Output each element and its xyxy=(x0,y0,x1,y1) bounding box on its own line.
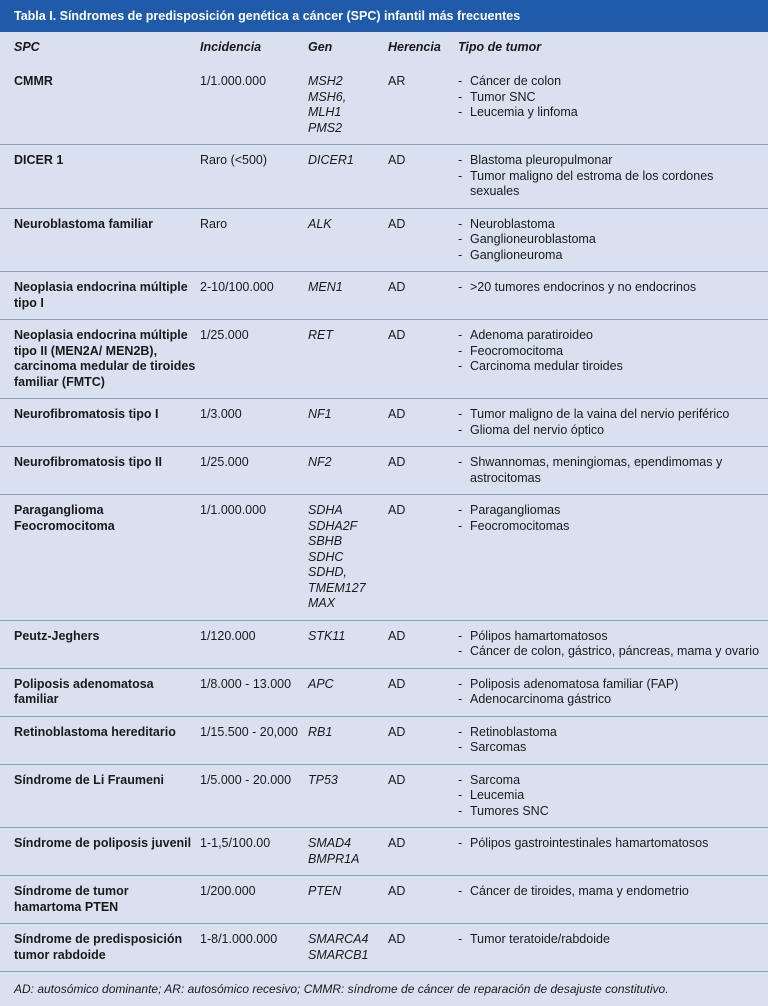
tumor-text: Pólipos hamartomatosos xyxy=(470,628,608,643)
gene-name: SMAD4 xyxy=(308,836,352,850)
tumor-item xyxy=(458,407,764,423)
cell-spc: Neurofibromatosis tipo II xyxy=(0,447,200,495)
cell-herencia: AD xyxy=(388,495,458,621)
table-row xyxy=(0,828,768,876)
tumor-item xyxy=(458,232,764,248)
table-row xyxy=(0,876,768,924)
header-incidencia: Incidencia xyxy=(200,40,262,54)
tumor-text: >20 tumores endocrinos y no endocrinos xyxy=(470,280,697,294)
bullet-dash: - xyxy=(458,518,463,533)
cell-gen xyxy=(308,764,388,828)
bullet-dash: - xyxy=(458,168,463,183)
table-row xyxy=(0,716,768,764)
gene-name: SMARCB1 xyxy=(308,947,369,962)
cell-incidencia: 1/8.000 - 13.000 xyxy=(200,668,308,716)
tumor-text: Ganglioneuroblastoma xyxy=(470,232,596,246)
cell-tipo-tumor xyxy=(458,924,768,972)
tumor-text: Cáncer de colon, gástrico, páncreas, mama y ovario xyxy=(470,644,760,658)
tumor-item xyxy=(458,519,764,535)
tumor-item xyxy=(458,344,764,360)
tumor-text: Poliposis adenomatosa familiar (FAP) xyxy=(470,676,679,691)
table-row xyxy=(0,620,768,668)
table-body xyxy=(0,66,768,972)
gene-name: NF1 xyxy=(308,407,332,421)
tumor-item xyxy=(458,217,764,233)
bullet-dash: - xyxy=(458,280,463,294)
table-title: Tabla I. Síndromes de predisposición genética a cáncer (SPC) infantil más frecuentes xyxy=(0,0,768,32)
cell-incidencia: 1/25.000 xyxy=(200,447,308,495)
table-row xyxy=(0,399,768,447)
cell-incidencia: 1/1.000.000 xyxy=(200,495,308,621)
bullet-dash: - xyxy=(458,343,463,358)
bullet-dash: - xyxy=(458,803,463,818)
tumor-text: Sarcoma xyxy=(470,772,521,787)
cell-incidencia: 1/3.000 xyxy=(200,399,308,447)
cell-herencia: AD xyxy=(388,145,458,209)
cell-gen xyxy=(308,924,388,972)
cell-herencia: AD xyxy=(388,320,458,399)
cell-herencia: AD xyxy=(388,876,458,924)
cell-spc: Neurofibromatosis tipo I xyxy=(0,399,200,447)
cell-tipo-tumor xyxy=(458,399,768,447)
cell-spc: DICER 1 xyxy=(0,145,200,209)
tumor-item xyxy=(458,328,764,344)
tumor-text: Carcinoma medular tiroides xyxy=(470,359,623,373)
tumor-item xyxy=(458,280,764,296)
cell-herencia: AD xyxy=(388,924,458,972)
tumor-item xyxy=(458,248,764,264)
table-row xyxy=(0,495,768,621)
bullet-dash: - xyxy=(458,216,463,231)
tumor-text: Cáncer de tiroides, mama y endometrio xyxy=(470,884,689,898)
cell-gen xyxy=(308,828,388,876)
bullet-dash: - xyxy=(458,676,463,691)
tumor-text: Feocromocitoma xyxy=(470,343,564,358)
tumor-text: Leucemia xyxy=(470,788,525,802)
bullet-dash: - xyxy=(458,503,463,517)
tumor-item xyxy=(458,740,764,756)
cell-tipo-tumor xyxy=(458,876,768,924)
cell-gen xyxy=(308,876,388,924)
bullet-dash: - xyxy=(458,932,463,946)
gene-name: NF2 xyxy=(308,455,332,469)
tumor-text: Tumor SNC xyxy=(470,89,536,104)
table-row xyxy=(0,272,768,320)
table-row xyxy=(0,924,768,972)
cell-herencia: AD xyxy=(388,208,458,272)
gene-name: MSH6, xyxy=(308,89,347,104)
bullet-dash: - xyxy=(458,422,463,437)
cell-herencia: AD xyxy=(388,620,458,668)
cell-spc: Paraganglioma Feocromocitoma xyxy=(0,495,200,621)
tumor-text: Adenoma paratiroideo xyxy=(470,328,593,342)
bullet-dash: - xyxy=(458,692,463,706)
cell-incidencia: 1/1.000.000 xyxy=(200,66,308,145)
cell-gen xyxy=(308,145,388,209)
bullet-dash: - xyxy=(458,788,463,802)
cell-gen xyxy=(308,272,388,320)
cell-herencia: AD xyxy=(388,716,458,764)
table-row xyxy=(0,320,768,399)
bullet-dash: - xyxy=(458,153,463,167)
tumor-text: Tumores SNC xyxy=(470,803,549,818)
cell-tipo-tumor xyxy=(458,668,768,716)
cell-spc: Retinoblastoma hereditario xyxy=(0,716,200,764)
cell-tipo-tumor xyxy=(458,320,768,399)
bullet-dash: - xyxy=(458,74,463,88)
cell-spc: Síndrome de predisposición tumor rabdoide xyxy=(0,924,200,972)
gene-name: SDHA2F xyxy=(308,518,358,533)
tumor-item xyxy=(458,153,764,169)
tumor-text: Blastoma pleuropulmonar xyxy=(470,153,613,167)
cell-incidencia: 1/120.000 xyxy=(200,620,308,668)
bullet-dash: - xyxy=(458,105,463,119)
gene-name: RB1 xyxy=(308,724,333,739)
cell-gen xyxy=(308,447,388,495)
header-spc: SPC xyxy=(14,40,40,54)
table-row xyxy=(0,447,768,495)
cell-tipo-tumor xyxy=(458,495,768,621)
gene-name: MEN1 xyxy=(308,280,343,294)
cell-herencia: AD xyxy=(388,828,458,876)
bullet-dash: - xyxy=(458,89,463,104)
cell-tipo-tumor xyxy=(458,828,768,876)
gene-name: TMEM127 xyxy=(308,580,366,595)
tumor-text: Feocromocitomas xyxy=(470,518,570,533)
tumor-item xyxy=(458,629,764,645)
cell-spc: Neuroblastoma familiar xyxy=(0,208,200,272)
tumor-item xyxy=(458,169,764,200)
cell-spc: Neoplasia endocrina múltiple tipo I xyxy=(0,272,200,320)
cell-incidencia: 1/5.000 - 20.000 xyxy=(200,764,308,828)
cell-herencia: AD xyxy=(388,272,458,320)
cell-spc: Síndrome de poliposis juvenil xyxy=(0,828,200,876)
header-herencia: Herencia xyxy=(388,40,441,54)
tumor-item xyxy=(458,725,764,741)
bullet-dash: - xyxy=(458,247,463,262)
tumor-text: Tumor maligno del estroma de los cordones sexuales xyxy=(470,168,714,198)
cell-herencia: AD xyxy=(388,764,458,828)
tumor-text: Adenocarcinoma gástrico xyxy=(470,692,612,706)
cell-herencia: AD xyxy=(388,447,458,495)
cell-herencia: AD xyxy=(388,668,458,716)
table-row xyxy=(0,145,768,209)
tumor-text: Paragangliomas xyxy=(470,503,561,517)
gene-name: PTEN xyxy=(308,884,342,898)
cell-incidencia: Raro (<500) xyxy=(200,145,308,209)
bullet-dash: - xyxy=(458,740,463,754)
tumor-text: Cáncer de colon xyxy=(470,74,562,88)
gene-name: APC xyxy=(308,676,334,691)
tumor-item xyxy=(458,455,764,486)
cell-gen xyxy=(308,320,388,399)
cell-spc: Peutz-Jeghers xyxy=(0,620,200,668)
gene-name: SDHC xyxy=(308,549,344,564)
gene-name: TP53 xyxy=(308,772,338,787)
cell-gen xyxy=(308,716,388,764)
cell-incidencia: 1-1,5/100.00 xyxy=(200,828,308,876)
tumor-text: Tumor teratoide/rabdoide xyxy=(470,932,610,946)
cell-herencia: AR xyxy=(388,66,458,145)
bullet-dash: - xyxy=(458,628,463,643)
cell-gen xyxy=(308,668,388,716)
cell-gen xyxy=(308,495,388,621)
gene-name: SMARCA4 xyxy=(308,932,369,946)
table-row xyxy=(0,66,768,145)
bullet-dash: - xyxy=(458,644,463,658)
gene-name: RET xyxy=(308,328,333,342)
tumor-text: Retinoblastoma xyxy=(470,724,557,739)
header-tipo-tumor: Tipo de tumor xyxy=(458,40,542,54)
gene-name: STK11 xyxy=(308,628,346,643)
tumor-text: Glioma del nervio óptico xyxy=(470,422,605,437)
cell-tipo-tumor xyxy=(458,716,768,764)
bullet-dash: - xyxy=(458,836,463,850)
tumor-item xyxy=(458,804,764,820)
cell-tipo-tumor xyxy=(458,66,768,145)
cell-herencia: AD xyxy=(388,399,458,447)
cell-tipo-tumor xyxy=(458,620,768,668)
tumor-item xyxy=(458,692,764,708)
tumor-item xyxy=(458,932,764,948)
tumor-item xyxy=(458,105,764,121)
tumor-item xyxy=(458,836,764,852)
tumor-text: Sarcomas xyxy=(470,740,527,754)
gene-name: MLH1 xyxy=(308,105,342,119)
header-gen: Gen xyxy=(308,40,333,54)
gene-name: DICER1 xyxy=(308,153,354,167)
bullet-dash: - xyxy=(458,772,463,787)
gene-name: SBHB xyxy=(308,534,343,548)
cell-tipo-tumor xyxy=(458,208,768,272)
tumor-item xyxy=(458,773,764,789)
tumor-item xyxy=(458,644,764,660)
tumor-text: Pólipos gastrointestinales hamartomatosos xyxy=(470,836,709,850)
spc-table xyxy=(0,32,768,972)
cell-gen xyxy=(308,66,388,145)
gene-name: SDHD, xyxy=(308,565,347,579)
tumor-text: Ganglioneuroma xyxy=(470,247,563,262)
cell-spc: Poliposis adenomatosa familiar xyxy=(0,668,200,716)
bullet-dash: - xyxy=(458,359,463,373)
tumor-item xyxy=(458,359,764,375)
cell-tipo-tumor xyxy=(458,272,768,320)
table-row xyxy=(0,668,768,716)
tumor-item xyxy=(458,884,764,900)
cell-incidencia: Raro xyxy=(200,208,308,272)
bullet-dash: - xyxy=(458,455,463,469)
cell-spc: CMMR xyxy=(0,66,200,145)
tumor-item xyxy=(458,788,764,804)
bullet-dash: - xyxy=(458,328,463,342)
cell-tipo-tumor xyxy=(458,145,768,209)
gene-name: SDHA xyxy=(308,503,343,517)
cell-gen xyxy=(308,208,388,272)
tumor-item xyxy=(458,503,764,519)
tumor-text: Tumor maligno de la vaina del nervio periférico xyxy=(470,407,730,421)
gene-name: MSH2 xyxy=(308,74,343,88)
table-row xyxy=(0,208,768,272)
bullet-dash: - xyxy=(458,724,463,739)
cell-tipo-tumor xyxy=(458,447,768,495)
cell-incidencia: 2-10/100.000 xyxy=(200,272,308,320)
cell-gen xyxy=(308,620,388,668)
cell-incidencia: 1/200.000 xyxy=(200,876,308,924)
gene-name: PMS2 xyxy=(308,120,343,135)
table-header-row xyxy=(0,32,768,66)
tumor-item xyxy=(458,423,764,439)
cell-tipo-tumor xyxy=(458,764,768,828)
bullet-dash: - xyxy=(458,884,463,898)
tumor-text: Neuroblastoma xyxy=(470,216,555,231)
gene-name: ALK xyxy=(308,216,332,231)
cell-incidencia: 1/25.000 xyxy=(200,320,308,399)
tumor-item xyxy=(458,74,764,90)
tumor-item xyxy=(458,90,764,106)
cell-gen xyxy=(308,399,388,447)
tumor-item xyxy=(458,677,764,693)
cell-spc: Neoplasia endocrina múltiple tipo II (MEN2A/ MEN2B), carcinoma medular de tiroides familiar (FMTC) xyxy=(0,320,200,399)
cell-incidencia: 1/15.500 - 20,000 xyxy=(200,716,308,764)
gene-name: MAX xyxy=(308,596,336,610)
gene-name: BMPR1A xyxy=(308,851,360,866)
table-row xyxy=(0,764,768,828)
cell-incidencia: 1-8/1.000.000 xyxy=(200,924,308,972)
tumor-text: Shwannomas, meningiomas, ependimomas y astrocitomas xyxy=(470,455,723,485)
bullet-dash: - xyxy=(458,232,463,246)
tumor-text: Leucemia y linfoma xyxy=(470,105,578,119)
bullet-dash: - xyxy=(458,407,463,421)
footnote: AD: autosómico dominante; AR: autosómico recesivo; CMMR: síndrome de cáncer de reparación de desajuste constitutivo. xyxy=(14,982,669,996)
cell-spc: Síndrome de Li Fraumeni xyxy=(0,764,200,828)
cell-spc: Síndrome de tumor hamartoma PTEN xyxy=(0,876,200,924)
